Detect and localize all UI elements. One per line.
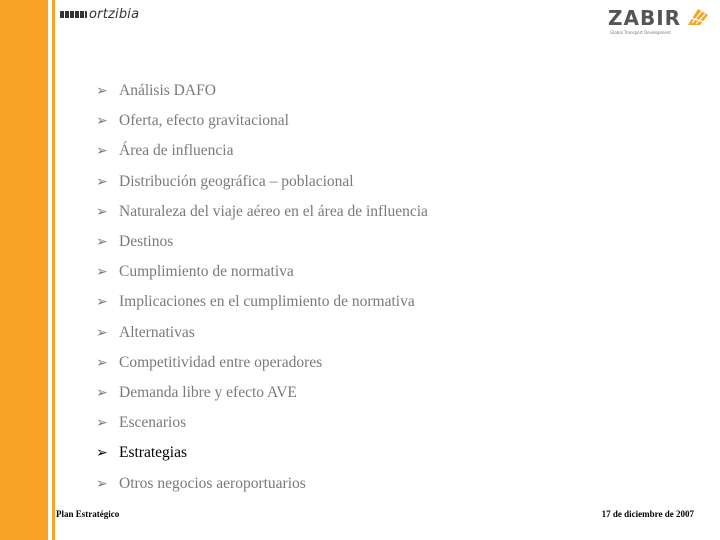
ortzibia-logo-text: ortzibia [89, 6, 140, 22]
agenda-item-label: Otros negocios aeroportuarios [119, 474, 306, 492]
agenda-item-label: Escenarios [119, 414, 187, 432]
arrow-bullet-icon: ➢ [96, 113, 108, 130]
agenda-item-label: Implicaciones en el cumplimiento de normativa [119, 293, 415, 311]
side-accent-line [52, 0, 55, 540]
agenda-item [96, 287, 428, 317]
agenda-item-label: Naturaleza del viaje aéreo en el área de influencia [119, 202, 428, 220]
arrow-bullet-icon: ➢ [96, 264, 108, 281]
arrow-bullet-icon: ➢ [96, 384, 108, 401]
agenda-item [96, 378, 428, 408]
arrow-bullet-icon: ➢ [96, 445, 108, 462]
agenda-item [96, 438, 428, 468]
agenda-item [96, 76, 428, 106]
arrow-bullet-icon: ➢ [96, 203, 108, 220]
agenda-item [96, 408, 428, 438]
agenda-item-label: Destinos [119, 233, 174, 251]
agenda-item-label: Análisis DAFO [119, 82, 216, 100]
agenda-item [96, 197, 428, 227]
zabir-tagline: Global Transport Development [610, 30, 671, 35]
side-accent-bar [0, 0, 48, 540]
arrow-bullet-icon: ➢ [96, 475, 108, 492]
footer-document-title: Plan Estratégico [56, 509, 120, 519]
agenda-item [96, 318, 428, 348]
arrow-bullet-icon: ➢ [96, 234, 108, 251]
zabir-logo [606, 4, 716, 40]
ortzibia-logo [60, 6, 139, 22]
footer-date: 17 de diciembre de 2007 [601, 509, 694, 519]
agenda-item [96, 106, 428, 136]
agenda-item-label: Área de influencia [119, 142, 234, 160]
arrow-bullet-icon: ➢ [96, 173, 108, 190]
agenda-item [96, 167, 428, 197]
agenda-item [96, 257, 428, 287]
agenda-item [96, 227, 428, 257]
agenda-item [96, 348, 428, 378]
arrow-bullet-icon: ➢ [96, 415, 108, 432]
agenda-item [96, 468, 428, 498]
arrow-bullet-icon: ➢ [96, 83, 108, 100]
agenda-list [96, 76, 428, 499]
zabir-seal-icon [684, 7, 710, 27]
arrow-bullet-icon: ➢ [96, 294, 108, 311]
agenda-item-label: Cumplimiento de normativa [119, 263, 294, 281]
ortzibia-mark-icon [60, 11, 87, 18]
agenda-item-label: Alternativas [119, 323, 195, 341]
arrow-bullet-icon: ➢ [96, 324, 108, 341]
arrow-bullet-icon: ➢ [96, 354, 108, 371]
agenda-item-label: Demanda libre y efecto AVE [119, 383, 297, 401]
agenda-item-label: Competitividad entre operadores [119, 353, 323, 371]
agenda-item-label: Distribución geográfica – poblacional [119, 172, 354, 190]
agenda-item [96, 136, 428, 166]
agenda-item-label: Estrategias [119, 444, 188, 462]
arrow-bullet-icon: ➢ [96, 143, 108, 160]
zabir-logo-text: ZABIR [608, 6, 682, 30]
agenda-item-label: Oferta, efecto gravitacional [119, 112, 289, 130]
